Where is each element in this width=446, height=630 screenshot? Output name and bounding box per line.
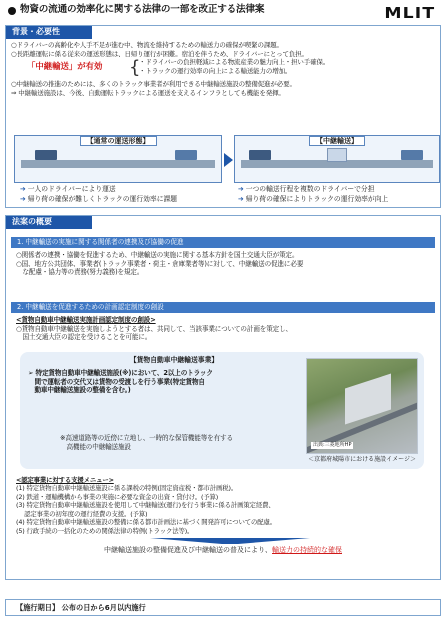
- support-item: (5) 行政手続の一括化のための関係法律の特例(トラック法等)。: [16, 526, 194, 535]
- relay-facility-note: [60, 434, 290, 451]
- conclusion-line: [6, 546, 440, 555]
- normal-transport-panel: [14, 135, 222, 183]
- section-line: ○国、地方公共団体、事業者(トラック事業者・荷主・倉庫業者等)に対して、中継輸送の促進に必要: [16, 259, 304, 268]
- relay-point: ・ドライバーの負担軽減による物流産業の魅力向上・担い手確保。: [139, 58, 330, 67]
- support-item: (2) 鉄道・運輸機構から事業の実施に必要な資金の出資・貸付け。(予算): [16, 492, 219, 501]
- background-heading: 背景・必要性: [6, 26, 92, 39]
- background-line: ○中継輸送の推進のためには、多くのトラック事業者が利用できる中継輸送施設の整備促進が必要。: [11, 80, 296, 89]
- truck-icon: [175, 150, 197, 160]
- document-title: 物資の流通の効率化に関する法律の一部を改正する法律案: [20, 4, 265, 15]
- road-illustration: [21, 160, 215, 168]
- truck-icon: [35, 150, 57, 160]
- support-item: (1) 特定貨物自動車中継輸送施設に係る課税の特例(固定資産税・都市計画税)。: [16, 484, 238, 493]
- diagram-note: ➔ 一人のドライバーにより運送: [20, 185, 116, 193]
- mlit-logo: MLIT: [384, 4, 435, 22]
- relay-business-text: [28, 369, 298, 395]
- background-section: [5, 25, 441, 208]
- photo-source-label: 出典:三菱地所HP: [313, 442, 352, 449]
- section-line: 国土交通大臣の認定を受けることを可能に。: [16, 333, 152, 342]
- overview-heading: 法案の概要: [6, 216, 92, 229]
- section-2-title: 2. 中継輸送を促進するための計画認定制度の創設: [11, 302, 435, 313]
- arrow-right-icon: [224, 153, 233, 167]
- support-item: (3) 特定貨物自動車中継輸送施設を使用して中継輸送(運行)を行う事業に係る計画策定経費、: [16, 501, 275, 510]
- section-line: ○関係者の連携・協働を促進するため、中継輸送の実施に関する基本方針を国土交通大臣が策定。: [16, 251, 299, 259]
- transport-comparison-diagram: [14, 135, 442, 207]
- background-line: ⇒ 中継輸送施設は、今後、自動運転トラックによる運送を支えるインフラとしても機能を発揮。: [11, 88, 285, 97]
- support-item: 認定事業の初年度の運行経費の支援。(予算): [16, 509, 148, 518]
- overview-section: [5, 215, 441, 580]
- effective-date-box: 【施行期日】 公布の日から6月以内施行: [5, 599, 441, 616]
- arrow-icon: ➔: [20, 195, 26, 203]
- relay-point: ・トラックの運行効率の向上による輸送能力の増加。: [139, 66, 292, 75]
- truck-icon: [401, 150, 423, 160]
- note-line: 高機能の中継輸送施設: [60, 442, 131, 451]
- relay-business-panel: [20, 352, 424, 469]
- section-2-body: [16, 316, 434, 342]
- relay-business-line: ➢ 特定貨物自動車中継輸送施設(※)において、2以上のトラック: [28, 369, 213, 377]
- background-line: ○長距離運転に係る従来の運送形態は、日帰り運行が困難。宿泊を伴うため、ドライバーにとって負担。: [11, 49, 308, 58]
- relay-business-line: 動車中継輸送施設の整備を含む。): [28, 386, 131, 395]
- relay-hub-icon: [327, 148, 347, 162]
- relay-points: [139, 58, 329, 75]
- support-menu: [16, 476, 434, 535]
- brace-icon: {: [129, 57, 141, 79]
- diagram-note: ➔ 帰り荷の確保が難しくトラックの運行効率に課題: [20, 195, 178, 203]
- arrow-icon: ➔: [20, 185, 26, 193]
- section-line: な配慮・協力等の責務(努力義務)を規定。: [16, 268, 144, 277]
- conclusion-text: 中継輸送施設の整備促進及び中継輸送の普及により、: [104, 546, 272, 554]
- relay-label: 「中継輸送」が有効: [27, 61, 103, 72]
- support-item: (4) 特定貨物自動車中継輸送施設の整備に係る都市計画法に基づく開発許可についての配慮。: [16, 518, 276, 527]
- funnel-arrow-icon: [150, 538, 310, 544]
- conclusion-highlight: 輸送力の持続的な確保: [272, 546, 342, 554]
- background-line: ○ドライバーの高齢化や人手不足が進む中、物流を維持するための輸送力の確保が喫緊の課題。: [11, 41, 283, 49]
- support-menu-title: <認定事業に対する支援メニュー>: [16, 476, 114, 484]
- background-body: [11, 41, 436, 97]
- arrow-icon: ➔: [238, 185, 244, 193]
- document-header: [5, 3, 441, 23]
- facility-aerial-photo: [306, 358, 418, 454]
- relay-business-line: 間で運転者の交代又は貨物の受渡しを行う事業(特定貨物自: [28, 377, 205, 386]
- relay-business-title: 【貨物自動車中継輸送事業】: [129, 356, 219, 364]
- diagram-note: ➔ 一つの輸送行程を複数のドライバーで分担: [238, 185, 375, 193]
- bullet-icon: [8, 7, 16, 15]
- diagram-note: ➔ 帰り荷の確保によりトラックの運行効率が向上: [238, 195, 389, 203]
- relay-effect-row: [11, 58, 436, 80]
- photo-caption: ＜京都府城陽市における施設イメージ＞: [308, 456, 416, 463]
- relay-transport-caption: 【中継輸送】: [309, 136, 365, 146]
- section-1-body: [16, 251, 434, 277]
- truck-icon: [249, 150, 271, 160]
- normal-transport-caption: 【通常の運送形態】: [80, 136, 157, 146]
- section-line: ○貨物自動車中継輸送を実施しようとする者は、共同して、当該事業についての計画を策定し、: [16, 324, 292, 333]
- arrow-icon: ➔: [238, 195, 244, 203]
- section-1-title: 1. 中継輸送の実施に関する関係者の連携及び協働の促進: [11, 237, 435, 248]
- relay-transport-panel: [234, 135, 440, 183]
- note-line: ※高速道路等の近傍に立地し、一時的な保管機能等を有する: [60, 434, 233, 442]
- section-subheading: <貨物自動車中継輸送実施計画認定制度の創設>: [16, 316, 156, 324]
